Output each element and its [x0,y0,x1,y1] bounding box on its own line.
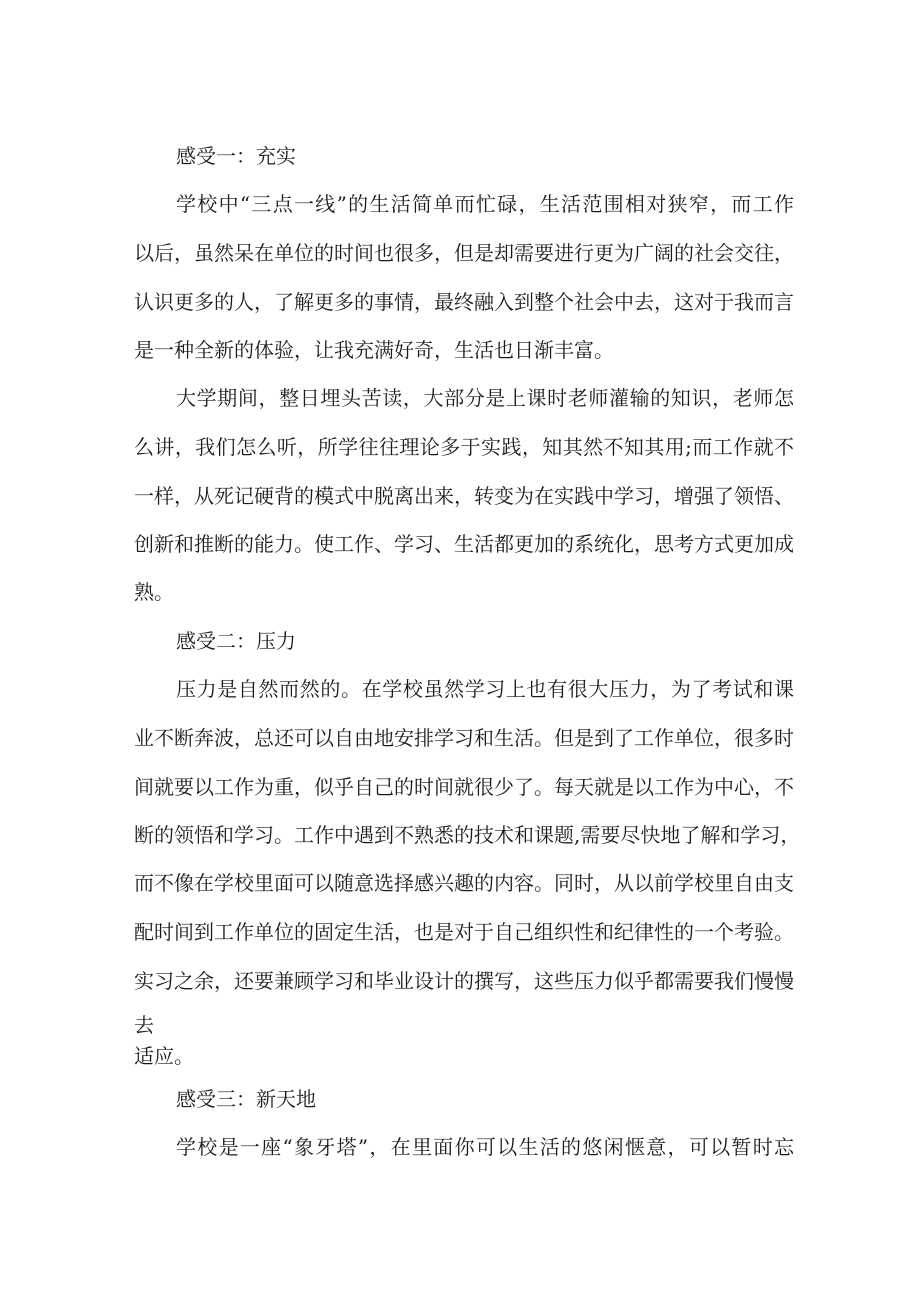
section-heading-3: 感受三：新天地 [176,1087,316,1111]
paragraph-line: 创新和推断的能力。使工作、学习、生活都更加的系统化，思考方式更加成 [134,532,794,556]
paragraph-line: 学校是一座“象牙塔”，在里面你可以生活的悠闲惬意，可以暂时忘 [176,1135,794,1159]
paragraph-line: 以后，虽然呆在单位的时间也很多，但是却需要进行更为广阔的社会交往， [134,241,794,265]
paragraph-line: 学校中“三点一线”的生活简单而忙碌，生活范围相对狭窄，而工作 [176,192,794,216]
paragraph-line: 适应。 [134,1044,194,1068]
paragraph-line: 压力是自然而然的。在学校虽然学习上也有很大压力，为了考试和课 [176,677,794,701]
paragraph-line: 间就要以工作为重，似乎自己的时间就很少了。每天就是以工作为中心，不 [134,775,794,799]
paragraph-line: 断的领悟和学习。工作中遇到不熟悉的技术和课题,需要尽快地了解和学习， [134,823,801,847]
paragraph-line: 认识更多的人，了解更多的事情，最终融入到整个社会中去，这对于我而言 [134,290,794,314]
paragraph-line: 熟。 [134,580,174,604]
paragraph-line: 业不断奔波，总还可以自由地安排学习和生活。但是到了工作单位，很多时 [134,726,794,750]
section-heading-1: 感受一：充实 [176,144,296,168]
paragraph-line: 是一种全新的体验，让我充满好奇，生活也日渐丰富。 [134,338,614,362]
paragraph-line: 一样，从死记硬背的模式中脱离出来，转变为在实践中学习，增强了领悟、 [134,484,794,508]
paragraph-line: 大学期间，整日埋头苦读，大部分是上课时老师灌输的知识，老师怎 [176,386,794,410]
paragraph-line: 配时间到工作单位的固定生活，也是对于自己组织性和纪律性的一个考验。 [134,920,794,944]
section-heading-2: 感受二：压力 [176,629,296,653]
paragraph-line: 么讲，我们怎么听，所学往往理论多于实践，知其然不知其用;而工作就不 [134,435,794,459]
paragraph-line: 实习之余，还要兼顾学习和毕业设计的撰写，这些压力似乎都需要我们慢慢 [134,969,794,993]
paragraph-line: 去 [134,1013,154,1037]
paragraph-line: 而不像在学校里面可以随意选择感兴趣的内容。同时，从以前学校里自由支 [134,871,794,895]
